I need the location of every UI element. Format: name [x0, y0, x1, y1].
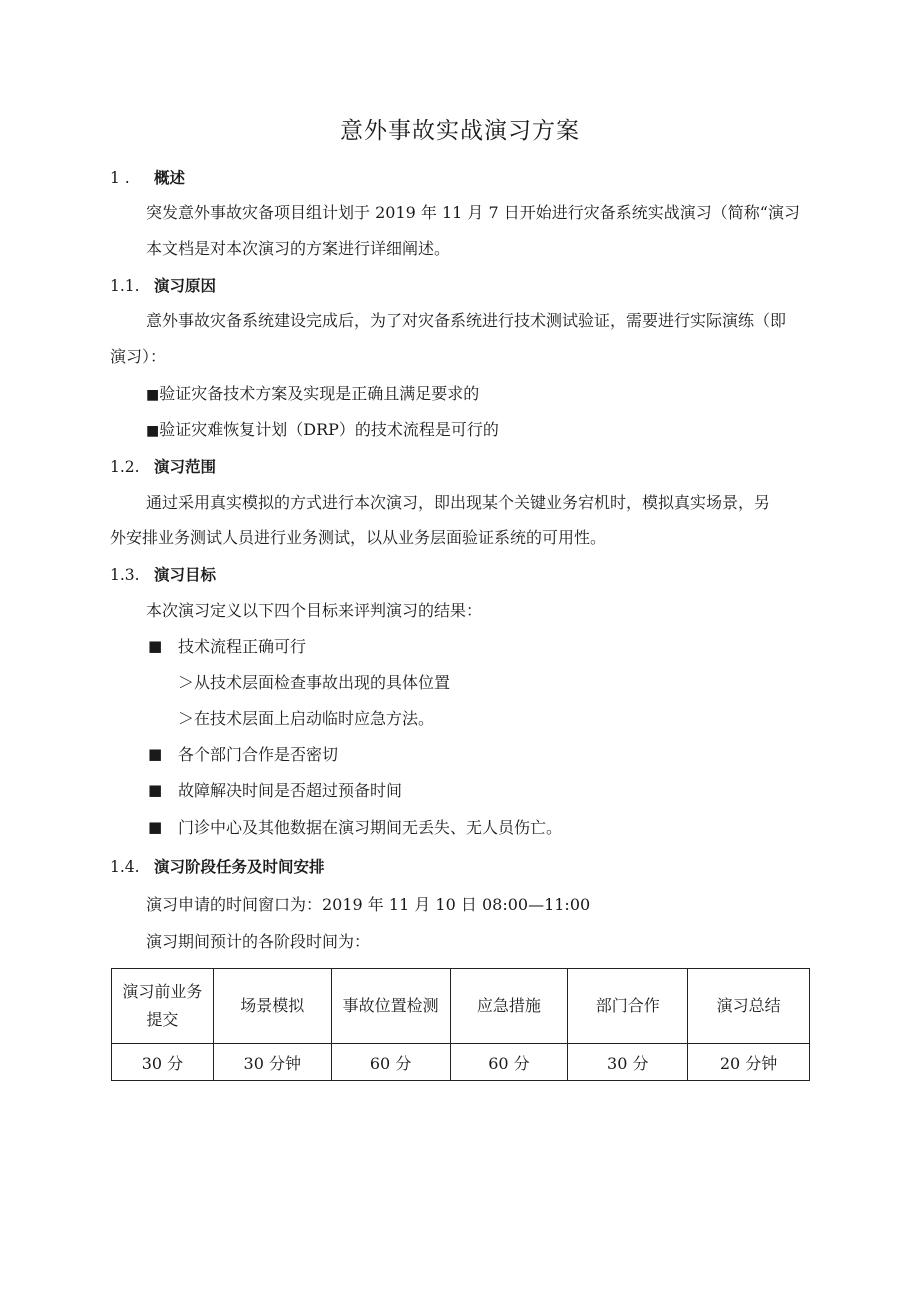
table-header-cell: 应急措施 — [450, 969, 568, 1044]
paragraph: 突发意外事故灾备项目组计划于 2019 年 11 月 7 日开始进行灾备系统实战演习（简称“演习 — [146, 203, 800, 222]
paragraph: 外安排业务测试人员进行业务测试，以从业务层面验证系统的可用性。 — [110, 528, 607, 547]
section-1-4-heading — [110, 857, 325, 877]
table-row — [112, 1044, 810, 1081]
table-cell: 30 分钟 — [213, 1044, 331, 1081]
section-number: 1.2. — [110, 458, 140, 476]
bullet-text: 验证灾难恢复计划（DRP）的技术流程是可行的 — [159, 420, 499, 439]
bullet-item — [146, 420, 499, 441]
paragraph: 本文档是对本次演习的方案进行详细阐述。 — [146, 239, 451, 258]
goal-item: 故障解决时间是否超过预备时间 — [178, 781, 403, 800]
table-header-cell: 演习前业务提交 — [112, 969, 214, 1044]
section-1-heading — [110, 168, 185, 188]
table-cell: 30 分 — [112, 1044, 214, 1081]
paragraph: 本次演习定义以下四个目标来评判演习的结果： — [146, 601, 483, 620]
section-title: 概述 — [154, 169, 186, 187]
document-title: 意外事故实战演习方案 — [340, 118, 580, 144]
section-title: 演习阶段任务及时间安排 — [154, 858, 325, 876]
section-title: 演习目标 — [154, 566, 217, 584]
section-1-1-heading — [110, 276, 216, 296]
section-title: 演习范围 — [154, 458, 217, 476]
section-number: 1.1. — [110, 277, 140, 295]
goal-item: 门诊中心及其他数据在演习期间无丢失、无人员伤亡。 — [178, 818, 563, 837]
table-cell: 60 分 — [450, 1044, 568, 1081]
square-bullet-icon: ■ — [146, 387, 160, 403]
square-bullet-icon: ■ — [148, 818, 163, 836]
goal-item: 各个部门合作是否密切 — [178, 745, 339, 764]
table-header-cell: 场景模拟 — [213, 969, 331, 1044]
bullet-text: 验证灾备技术方案及实现是正确且满足要求的 — [159, 384, 480, 403]
table-cell: 60 分 — [331, 1044, 450, 1081]
square-bullet-icon: ■ — [146, 423, 160, 439]
square-bullet-icon: ■ — [148, 781, 163, 799]
table-cell: 20 分钟 — [688, 1044, 810, 1081]
square-bullet-icon: ■ — [148, 637, 163, 655]
section-1-3-heading — [110, 565, 216, 585]
table-header-cell: 部门合作 — [568, 969, 688, 1044]
sub-item: ＞从技术层面检查事故出现的具体位置 — [178, 673, 451, 692]
section-number: 1 . — [110, 169, 130, 187]
paragraph: 演习）： — [110, 347, 167, 366]
table-header-cell: 演习总结 — [688, 969, 810, 1044]
section-1-2-heading — [110, 457, 216, 477]
schedule-table — [111, 968, 810, 1081]
sub-item: ＞在技术层面上启动临时应急方法。 — [178, 709, 435, 728]
section-title: 演习原因 — [154, 277, 217, 295]
paragraph: 演习期间预计的各阶段时间为： — [146, 932, 371, 951]
table-header-row — [112, 969, 810, 1044]
paragraph: 演习申请的时间窗口为：2019 年 11 月 10 日 08:00—11:00 — [146, 895, 591, 914]
bullet-item — [146, 384, 479, 405]
table-header-cell: 事故位置检测 — [331, 969, 450, 1044]
section-number: 1.4. — [110, 858, 140, 876]
table-cell: 30 分 — [568, 1044, 688, 1081]
paragraph: 意外事故灾备系统建设完成后，为了对灾备系统进行技术测试验证，需要进行实际演练（即 — [146, 311, 787, 330]
square-bullet-icon: ■ — [148, 745, 163, 763]
goal-item: 技术流程正确可行 — [178, 637, 307, 656]
paragraph: 通过采用真实模拟的方式进行本次演习，即出现某个关键业务宕机时，模拟真实场景，另 — [146, 493, 771, 512]
section-number: 1.3. — [110, 566, 140, 584]
